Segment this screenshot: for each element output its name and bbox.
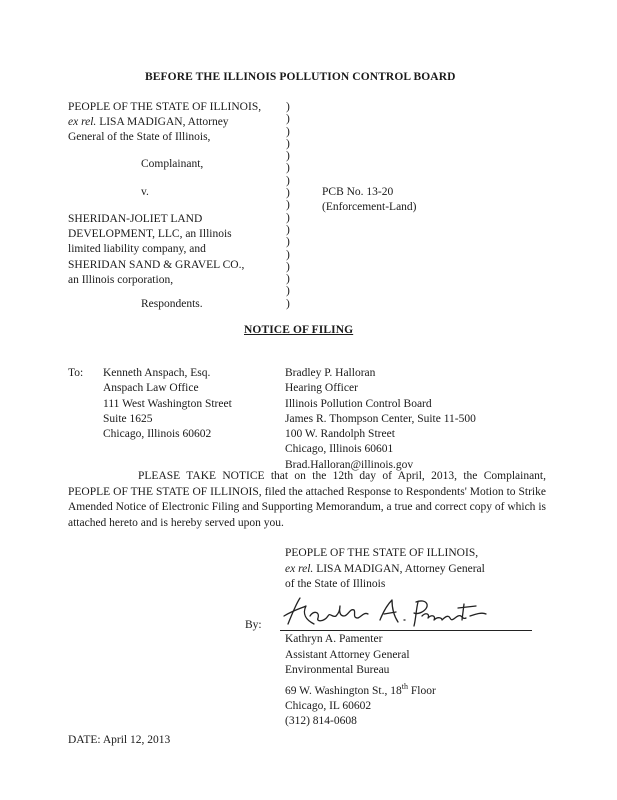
by-label: By: <box>245 619 262 631</box>
signer-title: Assistant Attorney General <box>285 648 410 661</box>
defendant-line-2: DEVELOPMENT, LLC, an Illinois <box>68 228 232 241</box>
recipient-left-line-2: Anspach Law Office <box>103 382 199 395</box>
plaintiff-line-3: General of the State of Illinois, <box>68 131 211 143</box>
defendant-line-3: limited liability company, and <box>68 243 206 256</box>
signer-address-floor: Floor <box>408 684 436 697</box>
recipient-right <box>285 366 476 473</box>
signer-bureau: Environmental Bureau <box>285 664 390 676</box>
versus-label: v. <box>141 186 149 198</box>
case-type: (Enforcement-Land) <box>322 201 417 213</box>
recipient-left-line-3: 111 West Washington Street <box>103 397 232 410</box>
caption-plaintiff <box>68 100 261 145</box>
party-line-1: PEOPLE OF THE STATE OF ILLINOIS, <box>285 547 479 559</box>
plaintiff-line-2 <box>68 115 261 130</box>
recipient-right-line-2: Hearing Officer <box>285 382 358 395</box>
recipient-left-line-4: Suite 1625 <box>103 412 153 425</box>
caption-parenthesis-column: ) ) ) ) ) ) ) ) ) ) ) ) ) ) ) ) ) <box>286 101 290 310</box>
defendant-line-1: SHERIDAN-JOLIET LAND <box>68 213 203 225</box>
notice-paragraph-text: PLEASE TAKE NOTICE that on the 12th day of April, 2013, the Complainant, PEOPLE OF THE STATE OF ILLINOIS, filed the attached Response to Respondents' Motion to Strike Amended Notice of Electronic Filing and Supporting Memorandum, a true and correct copy of which is attached hereto and is hereby served upon you. <box>68 470 546 529</box>
case-number <box>322 185 417 215</box>
recipient-left <box>103 366 232 442</box>
party-line-2-text: LISA MADIGAN, Attorney General <box>316 562 485 575</box>
party-exrel: ex rel. <box>285 562 314 575</box>
recipient-right-line-5: 100 W. Randolph Street <box>285 428 395 441</box>
plaintiff-line-1: PEOPLE OF THE STATE OF ILLINOIS, <box>68 101 262 113</box>
party-line-3: of the State of Illinois <box>285 578 386 590</box>
to-label: To: <box>68 367 84 379</box>
party-line-2 <box>285 562 485 578</box>
signer-address <box>285 679 436 699</box>
signer-details <box>285 632 436 730</box>
signer-name: Kathryn A. Pamenter <box>285 633 383 645</box>
notice-title: NOTICE OF FILING <box>244 324 354 336</box>
notice-paragraph <box>68 469 546 531</box>
recipient-right-email: Brad.Halloran@illinois.gov <box>285 458 414 471</box>
complainant-label: Complainant, <box>141 158 204 170</box>
date-line: DATE: April 12, 2013 <box>68 734 171 746</box>
board-heading: BEFORE THE ILLINOIS POLLUTION CONTROL BOARD <box>145 71 456 83</box>
case-no: PCB No. 13-20 <box>322 186 394 198</box>
signature-party <box>285 546 485 593</box>
respondents-label: Respondents. <box>141 298 203 310</box>
signer-address-text: 69 W. Washington St., 18 <box>285 684 402 697</box>
plaintiff-line-2-text: LISA MADIGAN, Attorney <box>99 116 229 128</box>
signer-city: Chicago, IL 60602 <box>285 699 372 712</box>
signature-line <box>280 630 532 631</box>
recipient-right-line-1: Bradley P. Halloran <box>285 367 376 379</box>
defendant-line-4: SHERIDAN SAND & GRAVEL CO., <box>68 258 245 271</box>
caption-defendants <box>68 212 244 288</box>
recipient-left-line-1: Kenneth Anspach, Esq. <box>103 367 211 379</box>
signer-phone: (312) 814-0608 <box>285 715 357 728</box>
handwritten-signature <box>280 594 490 634</box>
signer-address-sup: th <box>401 681 408 691</box>
plaintiff-exrel: ex rel. <box>68 116 97 128</box>
recipient-right-line-3: Illinois Pollution Control Board <box>285 397 432 410</box>
recipient-left-line-5: Chicago, Illinois 60602 <box>103 428 212 441</box>
defendant-line-5: an Illinois corporation, <box>68 273 174 286</box>
recipient-right-line-4: James R. Thompson Center, Suite 11-500 <box>285 412 476 425</box>
recipient-right-line-6: Chicago, Illinois 60601 <box>285 443 394 456</box>
